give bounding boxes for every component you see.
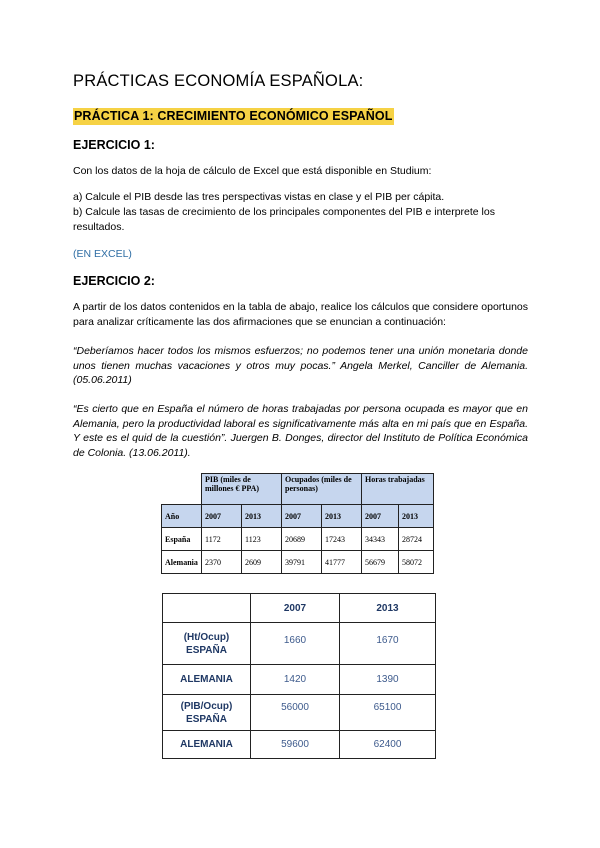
year-cell: 2007: [362, 505, 399, 528]
results-cell: 1420: [251, 665, 340, 695]
results-cell: 65100: [340, 695, 436, 731]
excel-note: (EN EXCEL): [73, 248, 132, 260]
year-cell: 2013: [322, 505, 362, 528]
results-cell: 1660: [251, 623, 340, 665]
results-label-line: ESPAÑA: [186, 644, 227, 656]
exercise-1-intro: Con los datos de la hoja de cálculo de Excel que está disponible en Studium:: [73, 165, 432, 177]
table-cell: 34343: [362, 528, 399, 551]
header-ocupados: Ocupados (miles de personas): [282, 474, 362, 505]
results-row-label: [163, 623, 251, 665]
table-cell: 20689: [282, 528, 322, 551]
results-cell: 59600: [251, 731, 340, 759]
results-row: [163, 695, 436, 731]
results-label-line: ESPAÑA: [186, 713, 227, 725]
table-cell: 1123: [242, 528, 282, 551]
year-cell: 2007: [202, 505, 242, 528]
results-row-label: [163, 695, 251, 731]
table-cell: 17243: [322, 528, 362, 551]
row-label: Alemania: [162, 551, 202, 574]
practice-heading: PRÁCTICA 1: CRECIMIENTO ECONÓMICO ESPAÑOL: [74, 109, 393, 123]
exercise-1-item-b: b) Calcule las tasas de crecimiento de los principales componentes del PIB e interprete los resultados.: [73, 206, 495, 233]
results-corner: [163, 594, 251, 623]
quote-donges: “Es cierto que en España el número de horas trabajadas por persona ocupada es mayor que en Alemania, pero la productividad laboral es significativamente más alta en mi país que en España. Y este es el quid de la cuestión”. Juergen B. Donges, director del Instituto de Política Económica de Colonia. (13.06.2011).: [73, 403, 528, 459]
year-label: Año: [162, 505, 202, 528]
table-cell: 2370: [202, 551, 242, 574]
results-row: [163, 665, 436, 695]
table-cell: 58072: [399, 551, 434, 574]
results-cell: 1390: [340, 665, 436, 695]
exercise-1-item-a: a) Calcule el PIB desde las tres perspectivas vistas en clase y el PIB per cápita.: [73, 191, 445, 203]
table-cell: 41777: [322, 551, 362, 574]
row-label: España: [162, 528, 202, 551]
table-cell: 28724: [399, 528, 434, 551]
results-label-line: (Ht/Ocup): [183, 631, 230, 643]
results-cell: 1670: [340, 623, 436, 665]
table-cell: 2609: [242, 551, 282, 574]
results-cell: 56000: [251, 695, 340, 731]
year-cell: 2013: [242, 505, 282, 528]
results-row-label: ALEMANIA: [163, 731, 251, 759]
table-row: [162, 528, 434, 551]
document-title: PRÁCTICAS ECONOMÍA ESPAÑOLA:: [73, 72, 364, 90]
table-cell: 39791: [282, 551, 322, 574]
results-year: 2007: [251, 594, 340, 623]
results-year: 2013: [340, 594, 436, 623]
data-table: [161, 473, 434, 574]
results-table: [162, 593, 436, 759]
results-cell: 62400: [340, 731, 436, 759]
quote-merkel: “Deberíamos hacer todos los mismos esfuerzos; no podemos tener una unión monetaria donde unos tienen muchas vacaciones y otros muy pocas.” Angela Merkel, Canciller de Alemania. (05.06.2011): [73, 345, 528, 386]
results-row: [163, 731, 436, 759]
header-horas: Horas trabajadas: [362, 474, 434, 505]
table-row: [162, 551, 434, 574]
table-corner: [162, 474, 202, 505]
header-pib: PIB (miles de millones € PPA): [202, 474, 282, 505]
year-cell: 2007: [282, 505, 322, 528]
exercise-2-intro: A partir de los datos contenidos en la tabla de abajo, realice los cálculos que considere oportunos para analizar críticamente las dos afirmaciones que se enuncian a continuación:: [73, 301, 528, 328]
exercise-1-heading: EJERCICIO 1:: [73, 138, 155, 152]
year-cell: 2013: [399, 505, 434, 528]
results-label-line: (PIB/Ocup): [180, 700, 233, 712]
exercise-2-heading: EJERCICIO 2:: [73, 274, 155, 288]
table-cell: 1172: [202, 528, 242, 551]
table-cell: 56679: [362, 551, 399, 574]
results-row: [163, 623, 436, 665]
results-row-label: ALEMANIA: [163, 665, 251, 695]
